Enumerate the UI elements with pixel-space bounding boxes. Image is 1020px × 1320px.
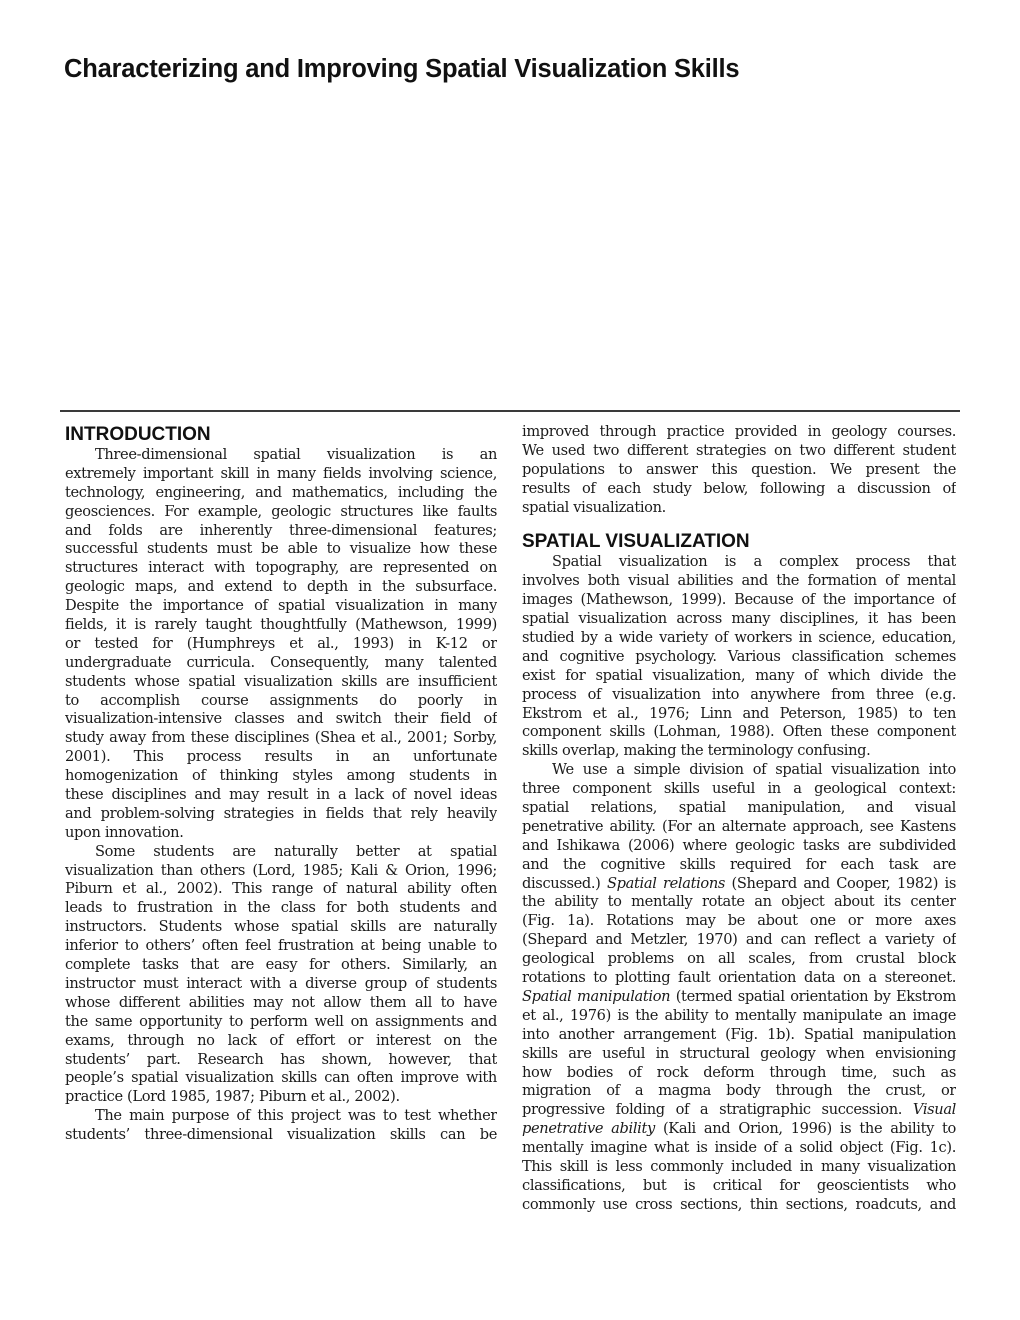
text-line: and folds are inherently three-dimensional features; — [65, 521, 497, 539]
text-line: exams, through no lack of effort or interest on the — [65, 1031, 497, 1049]
text-line: geological problems on all scales, from crustal block — [522, 950, 956, 968]
text-line: studied by a wide variety of workers in science, education, — [522, 629, 956, 647]
text-line: complete tasks that are easy for others. Similarly, an — [65, 956, 497, 974]
text-line: people’s spatial visualization skills can often improve with — [65, 1069, 497, 1087]
italic-term: penetrative ability — [522, 1120, 655, 1138]
text-line: spatial relations, spatial manipulation, and visual — [522, 799, 956, 817]
text-line: progressive folding of a stratigraphic succession. Visual — [522, 1101, 956, 1119]
text-line: practice (Lord 1985, 1987; Piburn et al., 2002). — [65, 1088, 400, 1106]
text-line: Ekstrom et al., 1976; Linn and Peterson, 1985) to ten — [522, 704, 956, 722]
text-line: whose different abilities may not allow them all to have — [65, 993, 497, 1011]
text-line: component skills (Lohman, 1988). Often these component — [522, 723, 956, 741]
italic-term: Spatial manipulation — [522, 987, 671, 1005]
section-divider-rule — [60, 410, 960, 412]
text-line: to accomplish course assignments do poorly in — [65, 691, 497, 709]
text-line: the same opportunity to perform well on assignments and — [65, 1012, 497, 1030]
paper-title: Characterizing and Improving Spatial Visualization Skills — [64, 55, 740, 83]
text-line: study away from these disciplines (Shea et al., 2001; Sorby, — [65, 729, 497, 747]
right-column — [522, 423, 956, 1215]
text-line: and problem-solving strategies in fields that rely heavily — [65, 804, 497, 822]
introduction-body — [65, 446, 497, 1145]
text-line: undergraduate curricula. Consequently, many talented — [65, 653, 497, 671]
text-line: upon innovation. — [65, 823, 184, 841]
text-line: fields, it is rarely taught thoughtfully (Mathewson, 1999) — [65, 616, 497, 634]
text-line: penetrative ability (Kali and Orion, 1996) is the ability to — [522, 1120, 956, 1138]
text-line: results of each study below, following a discussion of — [522, 479, 956, 497]
text-line: We used two different strategies on two different student — [522, 441, 956, 459]
text-line: spatial visualization. — [522, 498, 666, 516]
text-line: visualization-intensive classes and switch their field of — [65, 710, 497, 728]
introduction-body-continued — [522, 423, 956, 517]
text-line: students’ three-dimensional visualization skills can be — [65, 1126, 497, 1144]
text-line: structures interact with topography, are represented on — [65, 559, 497, 577]
text-line: geologic maps, and extend to depth in the subsurface. — [65, 578, 497, 596]
text-line: rotations to plotting fault orientation data on a stereonet. — [522, 969, 956, 987]
text-line: geosciences. For example, geologic structures like faults — [65, 502, 497, 520]
text-line: The main purpose of this project was to test whether — [95, 1107, 497, 1125]
text-line: penetrative ability. (For an alternate approach, see Kastens — [522, 817, 956, 835]
text-line: et al., 1976) is the ability to mentally manipulate an image — [522, 1006, 956, 1024]
italic-term: Visual — [912, 1101, 956, 1119]
text-line: images (Mathewson, 1999). Because of the importance of — [522, 591, 956, 609]
text-line: instructors. Students whose spatial skills are naturally — [65, 918, 497, 936]
section-heading-spatial-visualization: SPATIAL VISUALIZATION — [522, 531, 750, 553]
text-line: We use a simple division of spatial visualization into — [552, 761, 956, 779]
text-line: and cognitive psychology. Various classification schemes — [522, 647, 956, 665]
text-line: Piburn et al., 2002). This range of natural ability often — [65, 880, 497, 898]
text-line: students whose spatial visualization skills are insufficient — [65, 672, 497, 690]
text-line: three component skills useful in a geological context: — [522, 780, 956, 798]
italic-term: Spatial relations — [607, 874, 726, 892]
text-line: Three-dimensional spatial visualization is an — [95, 446, 497, 463]
text-line: homogenization of thinking styles among students in — [65, 767, 497, 785]
text-line: 2001). This process results in an unfortunate — [65, 748, 497, 766]
text-line: discussed.) Spatial relations (Shepard and Cooper, 1982) is — [522, 874, 956, 892]
text-line: process of visualization into anywhere from three (e.g. — [522, 685, 956, 703]
text-line: Spatial manipulation (termed spatial orientation by Ekstrom — [522, 987, 956, 1005]
text-line: commonly use cross sections, thin sections, roadcuts, and — [522, 1195, 956, 1213]
text-line: skills overlap, making the terminology confusing. — [522, 742, 871, 760]
text-line: leads to frustration in the class for both students and — [65, 899, 497, 917]
text-line: and the cognitive skills required for each task are — [522, 855, 956, 873]
text-line: (Fig. 1a). Rotations may be about one or more axes — [522, 912, 956, 930]
text-line: into another arrangement (Fig. 1b). Spatial manipulation — [522, 1025, 956, 1043]
text-line: (Shepard and Metzler, 1970) and can reflect a variety of — [522, 931, 956, 949]
section-heading-introduction: INTRODUCTION — [65, 424, 211, 445]
text-line: classifications, but is critical for geoscientists who — [522, 1176, 956, 1194]
text-line: instructor must interact with a diverse group of students — [65, 974, 497, 992]
text-line: skills are useful in structural geology when envisioning — [522, 1044, 956, 1062]
text-line: involves both visual abilities and the formation of mental — [522, 572, 956, 590]
text-line: Some students are naturally better at spatial — [95, 842, 497, 860]
text-line: successful students must be able to visualize how these — [65, 540, 497, 558]
text-line: extremely important skill in many fields involving science, — [65, 464, 497, 482]
text-line: or tested for (Humphreys et al., 1993) in K-12 or — [65, 634, 497, 652]
text-line: exist for spatial visualization, many of which divide the — [522, 666, 956, 684]
text-line: how bodies of rock deform through time, such as — [522, 1063, 956, 1081]
text-line: Spatial visualization is a complex process that — [552, 553, 956, 571]
text-line: migration of a magma body through the crust, or — [522, 1082, 956, 1100]
text-line: This skill is less commonly included in many visualization — [522, 1157, 956, 1175]
text-line: mentally imagine what is inside of a solid object (Fig. 1c). — [522, 1139, 956, 1157]
text-line: spatial visualization across many disciplines, it has been — [522, 610, 956, 628]
text-line: the ability to mentally rotate an object about its center — [522, 893, 956, 911]
text-line: students’ part. Research has shown, however, that — [65, 1050, 497, 1068]
text-line: populations to answer this question. We present the — [522, 460, 956, 478]
text-line: and Ishikawa (2006) where geologic tasks are subdivided — [522, 836, 956, 854]
text-line: visualization than others (Lord, 1985; Kali & Orion, 1996; — [65, 861, 497, 879]
section-spacer — [522, 517, 956, 531]
spatial-visualization-body — [522, 553, 956, 1214]
text-line: inferior to others’ often feel frustration at being unable to — [65, 937, 497, 955]
text-line: technology, engineering, and mathematics, including the — [65, 483, 497, 501]
text-line: these disciplines and may result in a lack of novel ideas — [65, 786, 497, 804]
left-column — [65, 424, 497, 1145]
text-line: Despite the importance of spatial visualization in many — [65, 597, 497, 615]
text-line: improved through practice provided in geology courses. — [522, 423, 956, 440]
